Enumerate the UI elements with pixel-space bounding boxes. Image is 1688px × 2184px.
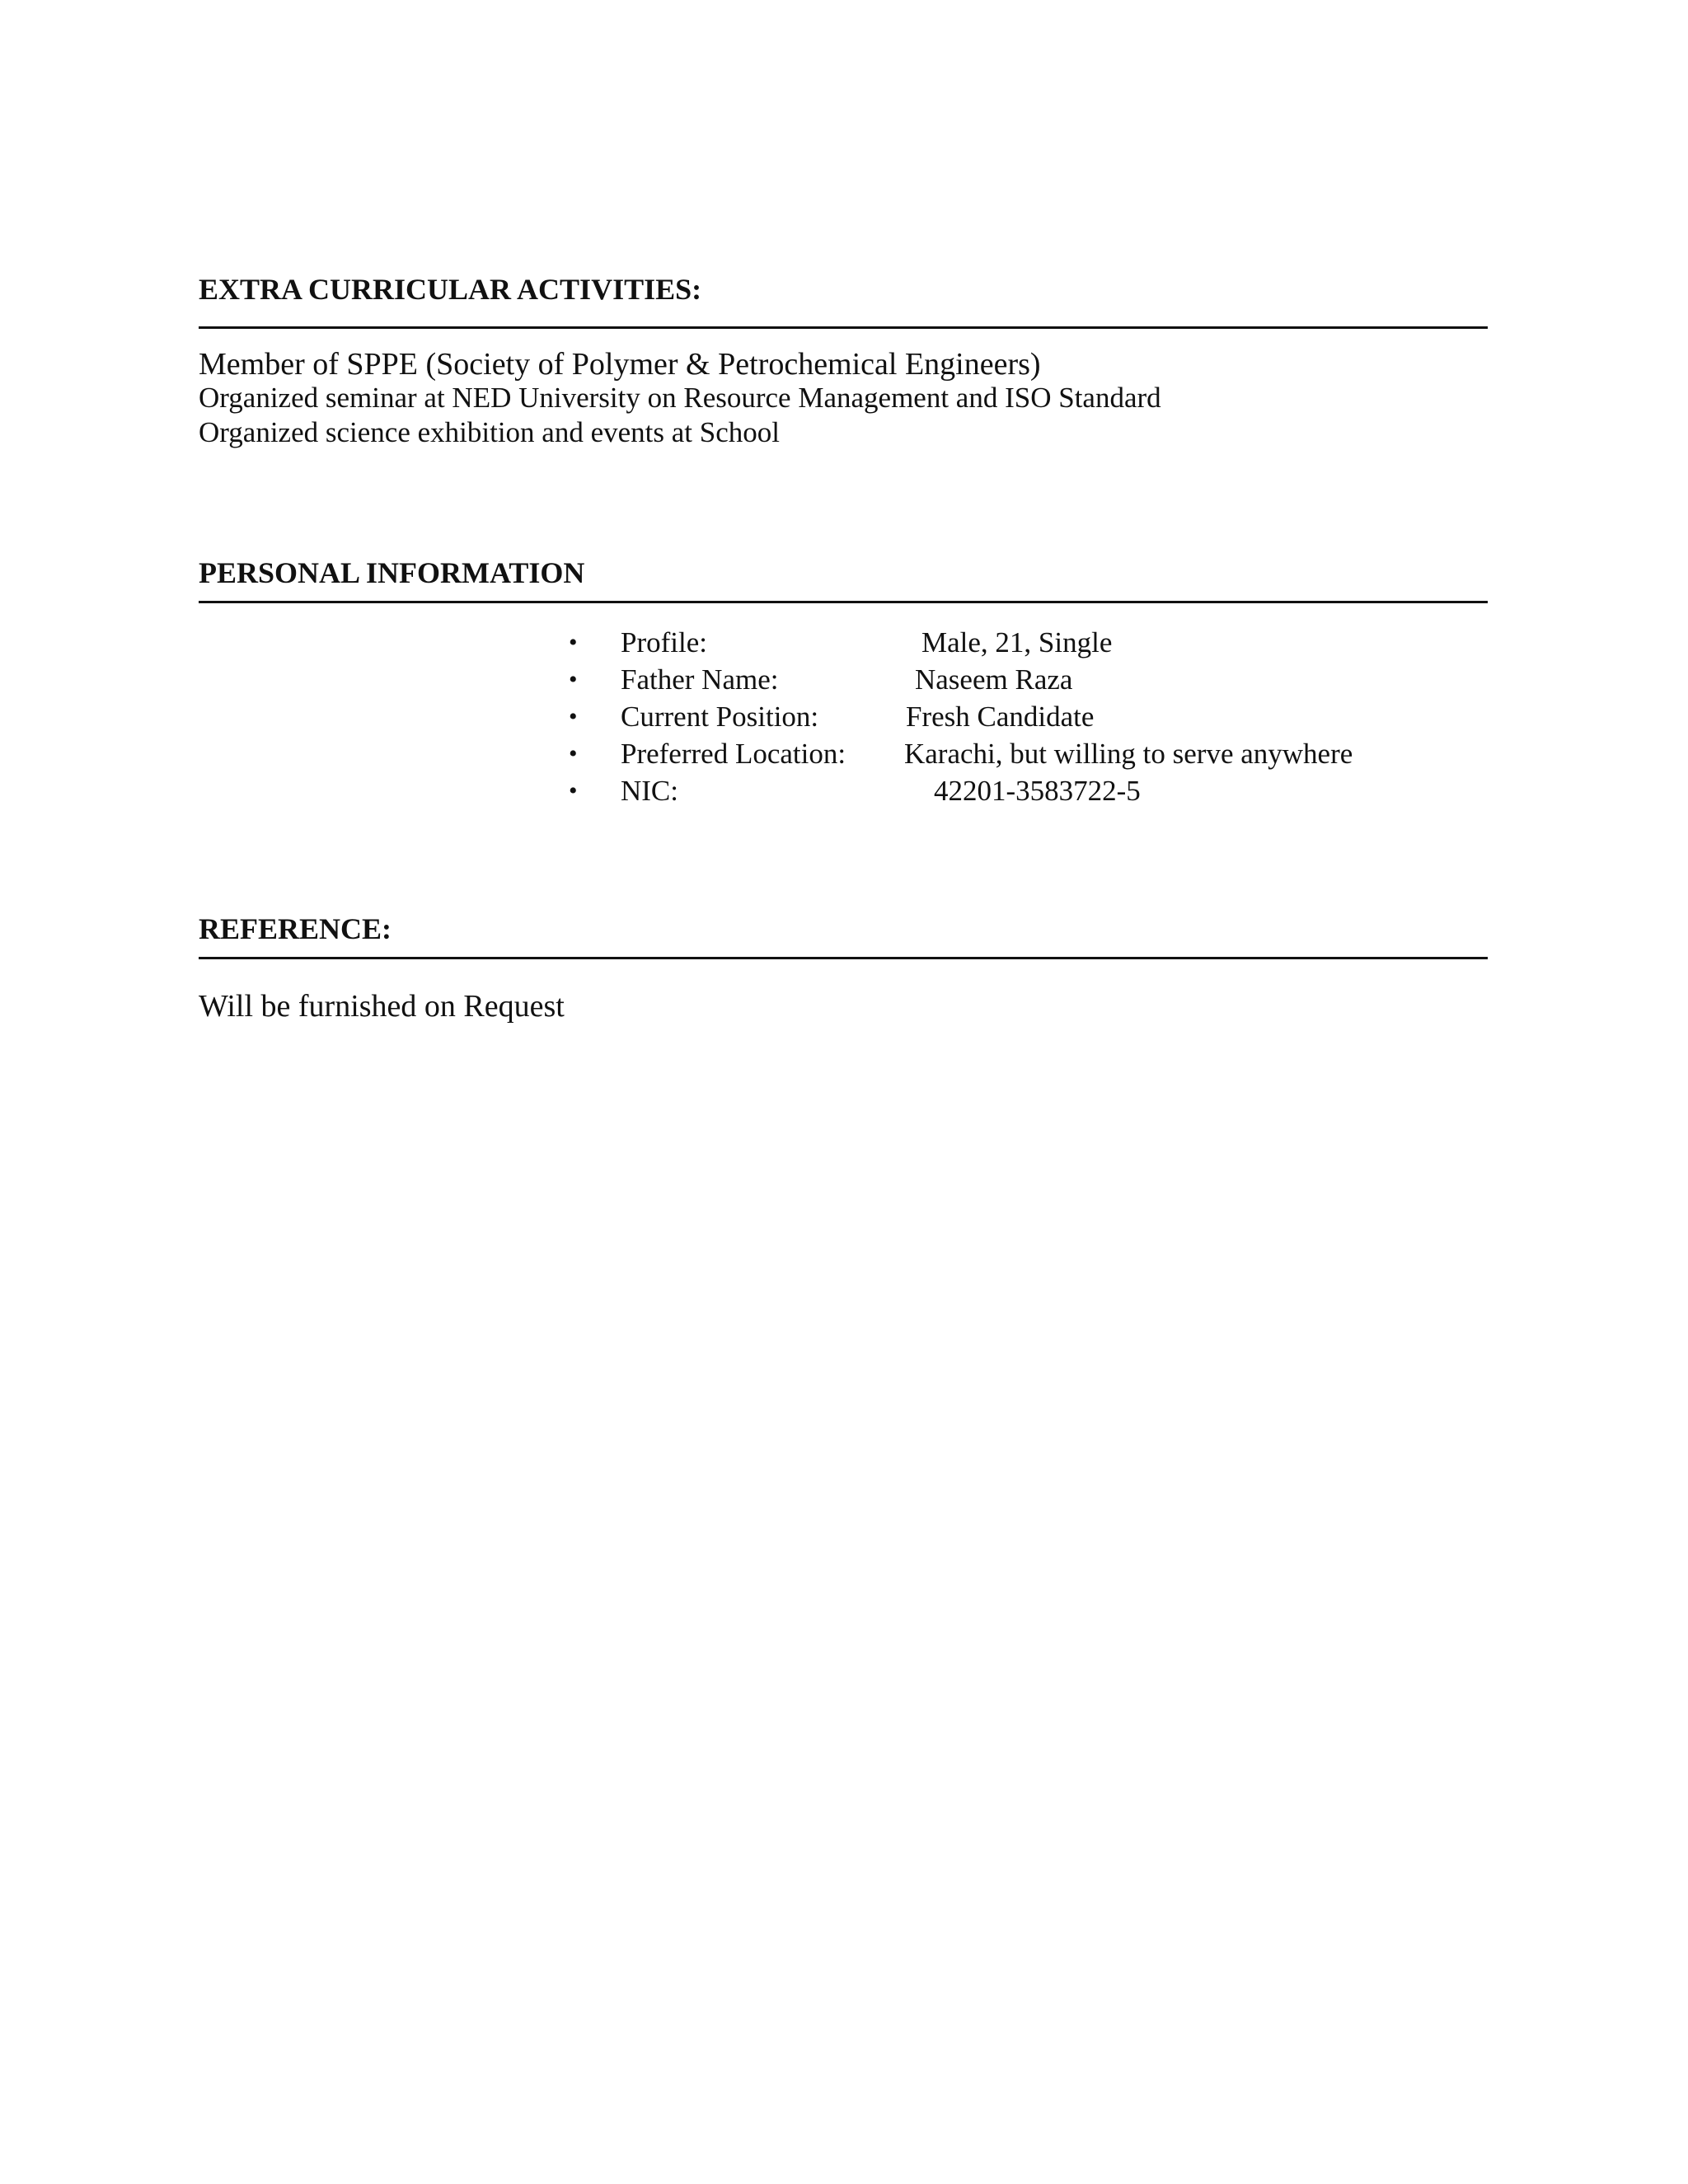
reference-heading: REFERENCE: — [199, 912, 392, 945]
info-label: Current Position: — [621, 701, 819, 733]
bullet-icon: • — [569, 703, 578, 730]
info-row-current-position — [0, 698, 1688, 736]
extra-curricular-heading: EXTRA CURRICULAR ACTIVITIES: — [199, 273, 702, 306]
bullet-icon: • — [569, 740, 578, 767]
personal-information-heading: PERSONAL INFORMATION — [199, 556, 585, 589]
bullet-icon: • — [569, 629, 578, 656]
info-value: Male, 21, Single — [921, 626, 1113, 658]
section-divider — [199, 326, 1488, 329]
info-row-nic — [0, 772, 1688, 810]
activity-item: Organized science exhibition and events at School — [199, 416, 780, 448]
activity-item: Organized seminar at NED University on Resource Management and ISO Standard — [199, 382, 1161, 414]
info-row-preferred-location — [0, 735, 1688, 773]
section-divider — [199, 601, 1488, 603]
info-row-profile — [0, 624, 1688, 662]
activity-item: Member of SPPE (Society of Polymer & Petrochemical Engineers) — [199, 347, 1041, 382]
info-label: NIC: — [621, 775, 678, 807]
info-row-father-name — [0, 661, 1688, 699]
info-label: Father Name: — [621, 663, 779, 696]
bullet-icon: • — [569, 666, 578, 693]
info-value: 42201-3583722-5 — [934, 775, 1141, 807]
info-value: Fresh Candidate — [906, 701, 1095, 733]
section-divider — [199, 957, 1488, 959]
info-value: Karachi, but willing to serve anywhere — [904, 738, 1353, 770]
bullet-icon: • — [569, 777, 578, 804]
reference-text: Will be furnished on Request — [199, 989, 565, 1024]
info-label: Preferred Location: — [621, 738, 846, 770]
info-label: Profile: — [621, 626, 707, 658]
info-value: Naseem Raza — [915, 663, 1073, 696]
